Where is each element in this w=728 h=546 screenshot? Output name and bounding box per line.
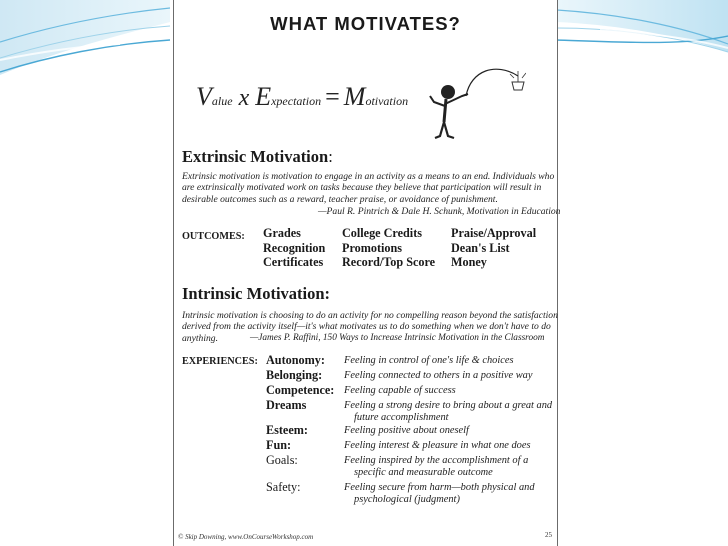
experience-term-fun: Fun: [266, 438, 292, 452]
formula-value-initial: V [196, 82, 212, 111]
extrinsic-line: Extrinsic motivation is motivation to engage in an activity as a means to an end. Individuals who [182, 171, 555, 182]
experience-desc-fun: Feeling interest & pleasure in what one does [344, 440, 531, 451]
experience-desc-safety [344, 482, 535, 506]
formula-times: x [238, 85, 250, 111]
experience-desc-autonomy: Feeling in control of one's life & choices [344, 355, 514, 366]
intrinsic-line: anything. [182, 332, 218, 344]
extrinsic-heading-colon: : [328, 147, 333, 166]
experience-desc-line: Feeling a strong desire to bring about a great and [344, 400, 553, 411]
extrinsic-line: desirable outcomes such as a reward, teacher praise, or avoidance of punishment. [182, 193, 498, 205]
experience-term-safety: Safety: [266, 480, 301, 494]
experience-term-competence: Competence: [266, 383, 335, 397]
experience-desc-line: Feeling secure from harm—both physical and [344, 482, 535, 493]
experience-desc-goals [344, 455, 528, 479]
outcome-item: Money [451, 255, 487, 269]
outcomes-column-1 [263, 226, 325, 270]
experience-desc-line: Feeling inspired by the accomplishment of a [344, 455, 529, 466]
outcome-item: Praise/Approval [451, 226, 537, 240]
extrinsic-definition [182, 171, 554, 205]
experience-term-goals: Goals: [266, 453, 298, 467]
experience-desc-dreams [344, 400, 552, 424]
experience-term-dreams: Dreams [266, 398, 307, 412]
experience-desc-line: psychological (judgment) [354, 493, 460, 505]
formula-motivation-rest: otivation [365, 94, 409, 108]
experiences-label: EXPERIENCES: [182, 356, 258, 367]
outcome-item: Recognition [263, 240, 326, 255]
intrinsic-citation: —James P. Raffini, 150 Ways to Increase Intrinsic Motivation in the Classroom [250, 333, 545, 343]
outcome-item: Certificates [263, 255, 324, 269]
worksheet-page [173, 0, 561, 546]
experience-term-esteem: Esteem: [266, 423, 308, 437]
experience-desc-belonging: Feeling connected to others in a positive way [344, 370, 533, 381]
formula-value-rest: alue [211, 94, 233, 108]
intrinsic-line: Intrinsic motivation is choosing to do an activity for no compelling reason beyond the satisfaction [182, 310, 558, 321]
outcome-item: Record/Top Score [342, 255, 436, 269]
page-title: WHAT MOTIVATES? [270, 13, 461, 34]
experience-desc-competence: Feeling capable of success [344, 385, 456, 396]
experience-desc-line: future accomplishment [354, 411, 449, 423]
outcomes-column-3 [451, 226, 536, 270]
outcome-item: Promotions [342, 240, 403, 255]
formula-expectation-rest: xpectation [271, 94, 322, 108]
intrinsic-line: derived from the activity itself—it's what motivates us to do something when we don't have to do [182, 321, 551, 333]
outcomes-column-2 [342, 226, 435, 270]
experience-desc-esteem: Feeling positive about oneself [344, 425, 469, 436]
experience-desc-line: specific and measurable outcome [354, 466, 493, 478]
stick-figure-illustration [426, 56, 526, 142]
footer-credit: © Skip Downing, www.OnCourseWorkshop.com [178, 533, 314, 541]
outcomes-label: OUTCOMES: [182, 231, 245, 242]
formula-motivation-initial: M [343, 82, 366, 111]
experience-term-autonomy: Autonomy: [266, 353, 325, 367]
experience-term-belonging: Belonging: [266, 368, 323, 382]
extrinsic-heading-text: Extrinsic Motivation [182, 147, 329, 166]
motivation-formula [196, 82, 408, 112]
extrinsic-citation: —Paul R. Pintrich & Dale H. Schunk, Motivation in Education [318, 206, 561, 217]
outcome-item: College Credits [342, 226, 422, 240]
extrinsic-line: are extrinsically motivated work on tasks because they believe that participation will result in [182, 182, 542, 194]
page-number: 25 [545, 531, 552, 539]
outcome-item: Grades [263, 226, 301, 240]
formula-equals: = [325, 82, 340, 111]
outcome-item: Dean's List [451, 240, 510, 255]
formula-expectation-initial: E [255, 82, 272, 111]
intrinsic-heading: Intrinsic Motivation: [182, 284, 331, 303]
extrinsic-heading [182, 147, 333, 167]
